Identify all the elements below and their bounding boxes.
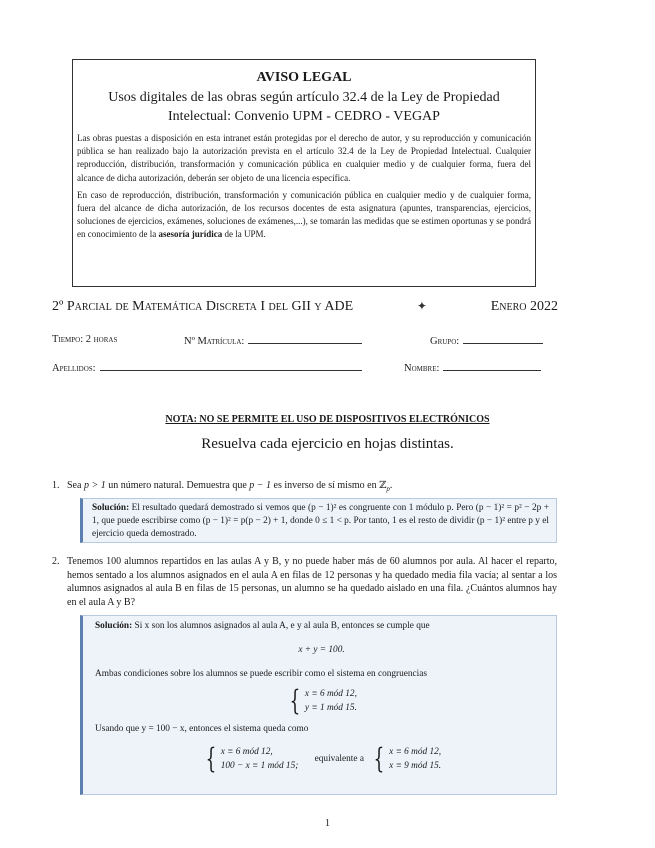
legal-paragraph-2-text: En caso de reproducción, distribución, transformación y comunicación pública en cualquier medio y de cualquier forma, fuera del alcance de dicha autorización, de los recursos docentes de esta asignatura (apuntes, transparencias, ejercicios, soluciones de ejercicios, exámenes, soluciones de exámenes,...), se tomarán las medidas que se estimen oportunas y se pondrá en conocimiento de la (77, 189, 531, 240)
name-field[interactable] (404, 361, 541, 374)
congruence-intro: Ambas condiciones sobre los alumnos se puede escribir como el sistema en congruencias (95, 668, 428, 679)
solution-1-label: Solución: (92, 503, 130, 513)
left-brace-icon: { (373, 742, 385, 776)
star-icon: ✦ (416, 299, 427, 313)
left-brace-icon: { (289, 684, 301, 718)
surname-line (100, 361, 362, 371)
legal-subtitle (77, 88, 531, 126)
question-1-number: 1. (52, 480, 60, 491)
surname-field[interactable] (52, 361, 362, 374)
question-2-text: Tenemos 100 alumnos repartidos en las aulas A y B, y no puede haber más de 60 alumnos por aula. Al hacer el reparto, hemos sentado a los alumnos asignados en el aula A en filas de 12 personas y ha quedado media fila vacía; al sentar a los alumnos asignados al aula B en filas de 15 personas, un alumno se ha quedado aislado en una fila. ¿Cuántos alumnos hay en el aula A y B? (67, 556, 557, 608)
solution-2-box (80, 615, 557, 795)
legal-notice-box (72, 59, 536, 287)
legal-title: AVISO LEGAL (256, 70, 352, 85)
exam-title: 2º Parcial de Matemática Discreta I del GII y ADE (52, 299, 354, 314)
legal-paragraph-1: Las obras puestas a disposición en esta intranet están protegidas por el derecho de autor, y su reproducción y comunicación pública se han realizado bajo la autorización prevista en el artículo 32.4 de la Ley de Propiedad Intelectual. Cualquier reproducción, distribución, transformación y comunicación pública en cualquier medio y de cualquier forma, fuera del alcance de dicha autorización, deberán ser objeto de una licencia específica. (77, 133, 531, 183)
question-1-text: Sea p > 1 un número natural. Demuestra que p − 1 es inverso de sí mismo en ℤ$_p$. (67, 480, 393, 493)
system-3-line-2: x ≡ 9 mód 15. (389, 761, 442, 772)
legal-paragraph-2-bold: asesoría jurídica (158, 229, 223, 240)
group-line (463, 334, 543, 344)
equation-sum: x + y = 100. (298, 644, 345, 655)
legal-paragraph-2-end: de la UPM. (224, 229, 266, 240)
system-1-line-2: y ≡ 1 mód 15. (304, 703, 357, 714)
time-label: Tiempo: 2 horas (52, 334, 118, 345)
left-brace-icon: { (205, 742, 217, 776)
name-label: Nombre: (404, 363, 440, 374)
matricula-field[interactable] (184, 334, 362, 347)
legal-subtitle-line1: Usos digitales de las obras según artículo 32.4 de la Ley de Propiedad (108, 90, 500, 105)
surname-label: Apellidos: (52, 363, 96, 374)
solution-1-box (80, 498, 557, 543)
legal-subtitle-line2: Intelectual: Convenio UPM - CEDRO - VEGAP (168, 109, 440, 124)
solution-2-intro-row (95, 620, 548, 633)
solution-1-text: El resultado quedará demostrado si vemos que (p − 1)² es congruente con 1 módulo p. Pero (p − 1)² = p² − 2p + 1, que puede escribirse como (p − 1)² = p(p − 2) + 1, donde 0 ≤ 1 < p. Por tanto, 1 es el resto de dividir (p − 1)² entre p y el ejercicio queda demostrado. (92, 503, 549, 539)
system-2-line-1: x ≡ 6 mód 12, (220, 747, 273, 758)
legal-paragraph-2 (77, 189, 531, 242)
question-2 (52, 555, 557, 609)
group-label: Grupo: (430, 336, 460, 347)
instruction: Resuelva cada ejercicio en hojas distintas. (201, 436, 454, 452)
substitution-intro: Usando que y = 100 − x, entonces el sistema queda como (95, 724, 309, 735)
equivalent-label: equivalente a (314, 753, 364, 764)
system-1-line-1: x ≡ 6 mód 12, (304, 689, 357, 700)
solution-2-label: Solución: (95, 621, 133, 631)
name-line (443, 361, 541, 371)
matricula-line (248, 334, 362, 344)
exam-date: Enero 2022 (490, 299, 558, 314)
page-number: 1 (325, 818, 330, 829)
group-field[interactable] (430, 334, 543, 347)
electronic-devices-note: NOTA: NO SE PERMITE EL USO DE DISPOSITIVOS ELECTRÓNICOS (165, 414, 490, 425)
congruence-system-1 (95, 684, 548, 718)
solution-2-intro: Si x son los alumnos asignados al aula A, e y al aula B, entonces se cumple que (134, 621, 430, 631)
question-1 (52, 479, 557, 497)
question-2-number: 2. (52, 556, 60, 567)
system-3-line-1: x ≡ 6 mód 12, (389, 747, 442, 758)
congruence-system-2-row (95, 742, 548, 776)
system-2-line-2: 100 − x ≡ 1 mód 15; (220, 761, 299, 772)
matricula-label: Nº Matrícula: (184, 336, 245, 347)
exam-title-row (52, 299, 558, 315)
